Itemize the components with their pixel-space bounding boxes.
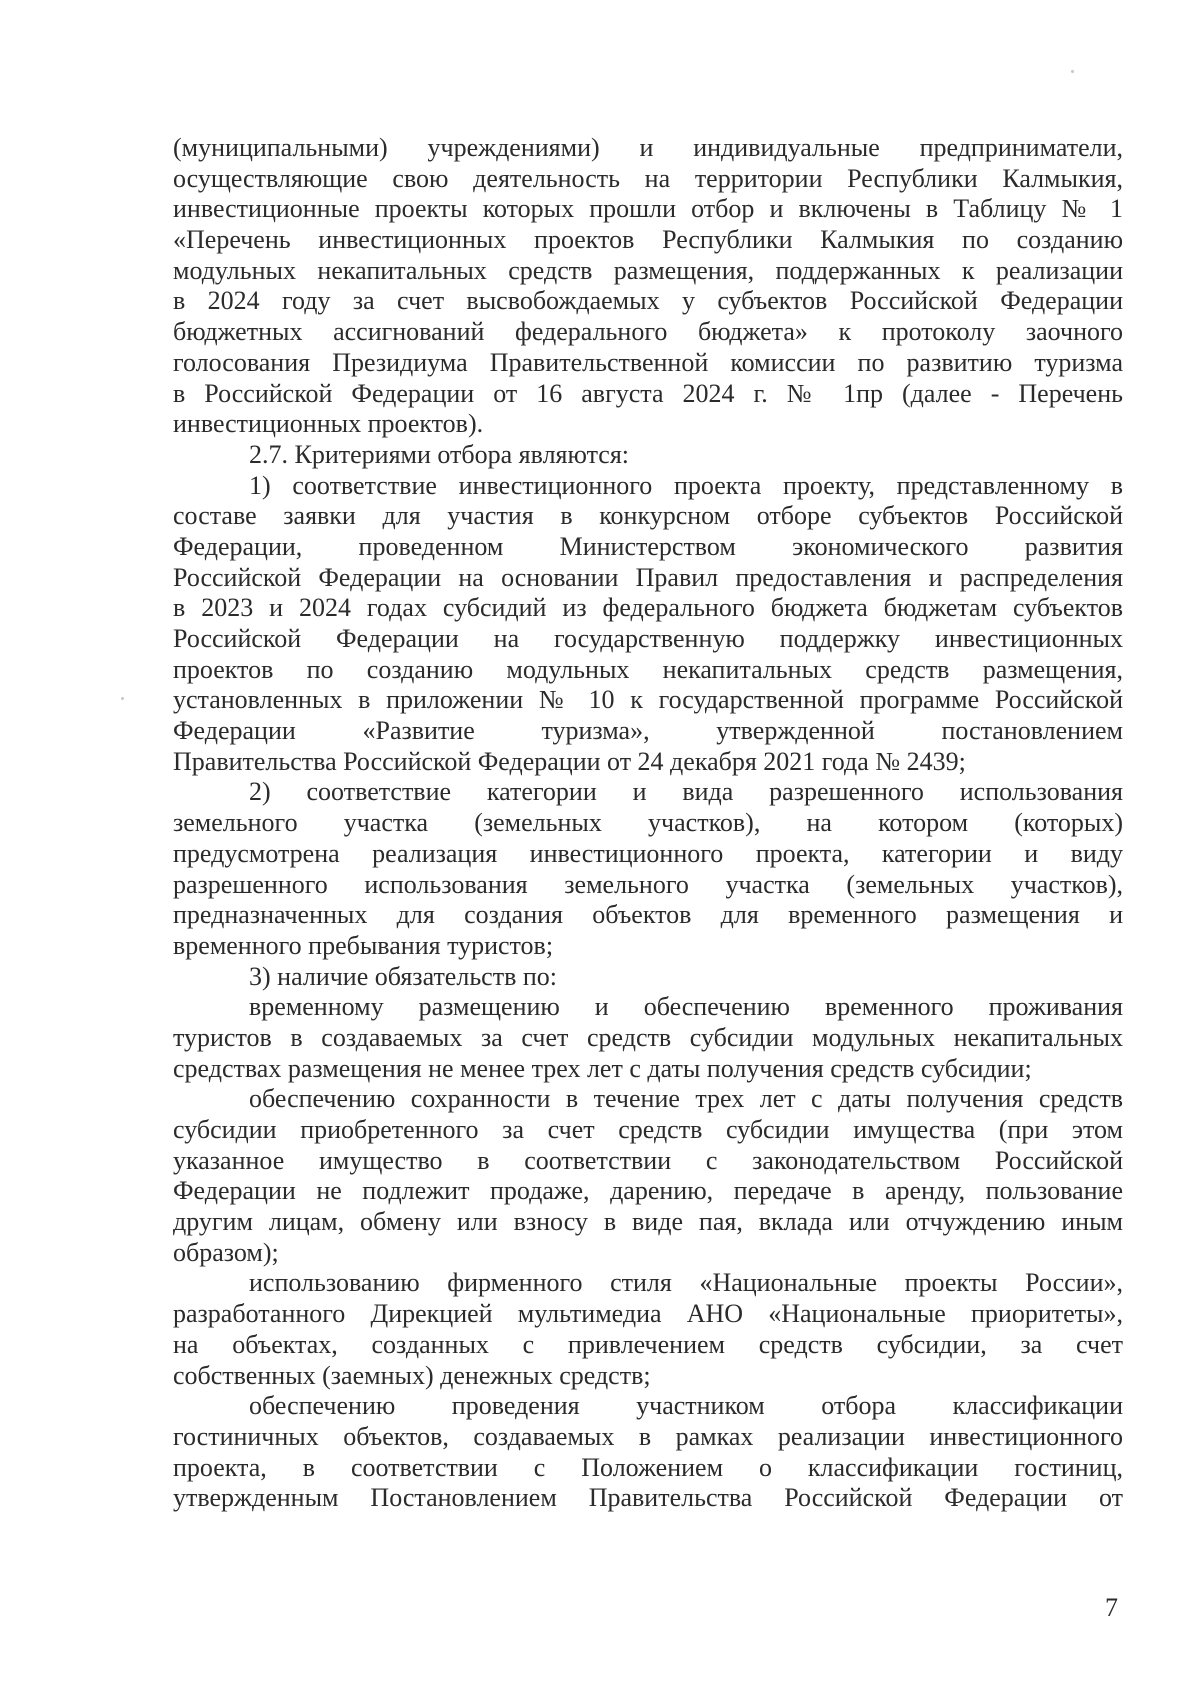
text-line: в 2023 и 2024 годах субсидий из федерального бюджета бюджетам субъектов	[173, 593, 1123, 623]
text-line: Федерации «Развитие туризма», утвержденной постановлением	[173, 716, 1123, 746]
text-line: предусмотрена реализация инвестиционного проекта, категории и виду	[173, 838, 1123, 868]
text-line: средствах размещения не менее трех лет с даты получения средств субсидии;	[173, 1053, 1032, 1083]
page-number: 7	[1105, 1593, 1118, 1622]
text-line: 2) соответствие категории и вида разрешенного использования	[249, 777, 1123, 807]
text-line: Российской Федерации на государственную поддержку инвестиционных	[173, 624, 1123, 653]
text-line: 2.7. Критериями отбора являются:	[249, 439, 629, 469]
text-line: собственных (заемных) денежных средств;	[173, 1360, 651, 1390]
text-line: указанное имущество в соответствии с законодательством Российской	[173, 1145, 1123, 1175]
text-line: на объектах, созданных с привлечением средств субсидии, за счет	[173, 1329, 1123, 1359]
text-line: образом);	[173, 1237, 279, 1267]
text-line: разрешенного использования земельного участка (земельных участков),	[173, 869, 1123, 899]
text-line: временного пребывания туристов;	[173, 930, 554, 960]
text-line: земельного участка (земельных участков), на котором (которых)	[173, 808, 1123, 838]
text-line: 1) соответствие инвестиционного проекта проекту, представленному в	[249, 470, 1123, 500]
text-line: (муниципальными) учреждениями) и индивидуальные предприниматели,	[173, 133, 1123, 162]
text-line: предназначенных для создания объектов для временного размещения и	[173, 900, 1123, 930]
text-line: другим лицам, обмену или взносу в виде пая, вклада или отчуждению иным	[173, 1207, 1123, 1237]
text-line: временному размещению и обеспечению временного проживания	[249, 992, 1123, 1022]
scan-speck	[1071, 70, 1074, 73]
text-line: 3) наличие обязательств по:	[249, 961, 557, 991]
text-line: утвержденным Постановлением Правительства Российской Федерации от	[173, 1483, 1123, 1513]
text-line: Российской Федерации на основании Правил предоставления и распределения	[173, 562, 1123, 592]
text-line: разработанного Дирекцией мультимедиа АНО «Национальные приоритеты»,	[173, 1299, 1123, 1329]
text-line: туристов в создаваемых за счет средств субсидии модульных некапитальных	[173, 1022, 1123, 1052]
text-line: обеспечению проведения участником отбора классификации	[249, 1391, 1123, 1421]
text-line: проекта, в соответствии с Положением о классификации гостиниц,	[173, 1452, 1123, 1482]
text-line: субсидии приобретенного за счет средств субсидии имущества (при этом	[173, 1115, 1123, 1144]
body-text	[173, 133, 1123, 1514]
text-line: установленных в приложении № 10 к государственной программе Российской	[173, 685, 1123, 715]
text-line: «Перечень инвестиционных проектов Республики Калмыкия по созданию	[173, 225, 1123, 255]
text-line: Федерации, проведенном Министерством экономического развития	[173, 531, 1123, 561]
text-line: использованию фирменного стиля «Национальные проекты России»,	[249, 1268, 1123, 1298]
text-line: инвестиционных проектов).	[173, 409, 484, 439]
text-line: голосования Президиума Правительственной комиссии по развитию туризма	[173, 347, 1123, 377]
text-line: осуществляющие свою деятельность на территории Республики Калмыкия,	[173, 163, 1123, 193]
text-line: в 2024 году за счет высвобождаемых у субъектов Российской Федерации	[173, 286, 1123, 316]
text-line: составе заявки для участия в конкурсном отборе субъектов Российской	[173, 501, 1123, 531]
text-line: Федерации не подлежит продаже, дарению, передаче в аренду, пользование	[173, 1176, 1123, 1206]
text-line: проектов по созданию модульных некапитальных средств размещения,	[173, 654, 1123, 684]
text-line: гостиничных объектов, создаваемых в рамках реализации инвестиционного	[173, 1421, 1123, 1451]
text-line: Правительства Российской Федерации от 24 декабря 2021 года № 2439;	[173, 746, 966, 776]
scan-speck	[121, 697, 124, 700]
text-line: бюджетных ассигнований федерального бюджета» к протоколу заочного	[173, 317, 1123, 347]
text-line: в Российской Федерации от 16 августа 2024 г. № 1пр (далее - Перечень	[173, 378, 1123, 408]
text-line: модульных некапитальных средств размещения, поддержанных к реализации	[173, 255, 1123, 285]
text-line: обеспечению сохранности в течение трех лет с даты получения средств	[249, 1084, 1123, 1114]
text-line: инвестиционные проекты которых прошли отбор и включены в Таблицу № 1	[173, 194, 1123, 224]
